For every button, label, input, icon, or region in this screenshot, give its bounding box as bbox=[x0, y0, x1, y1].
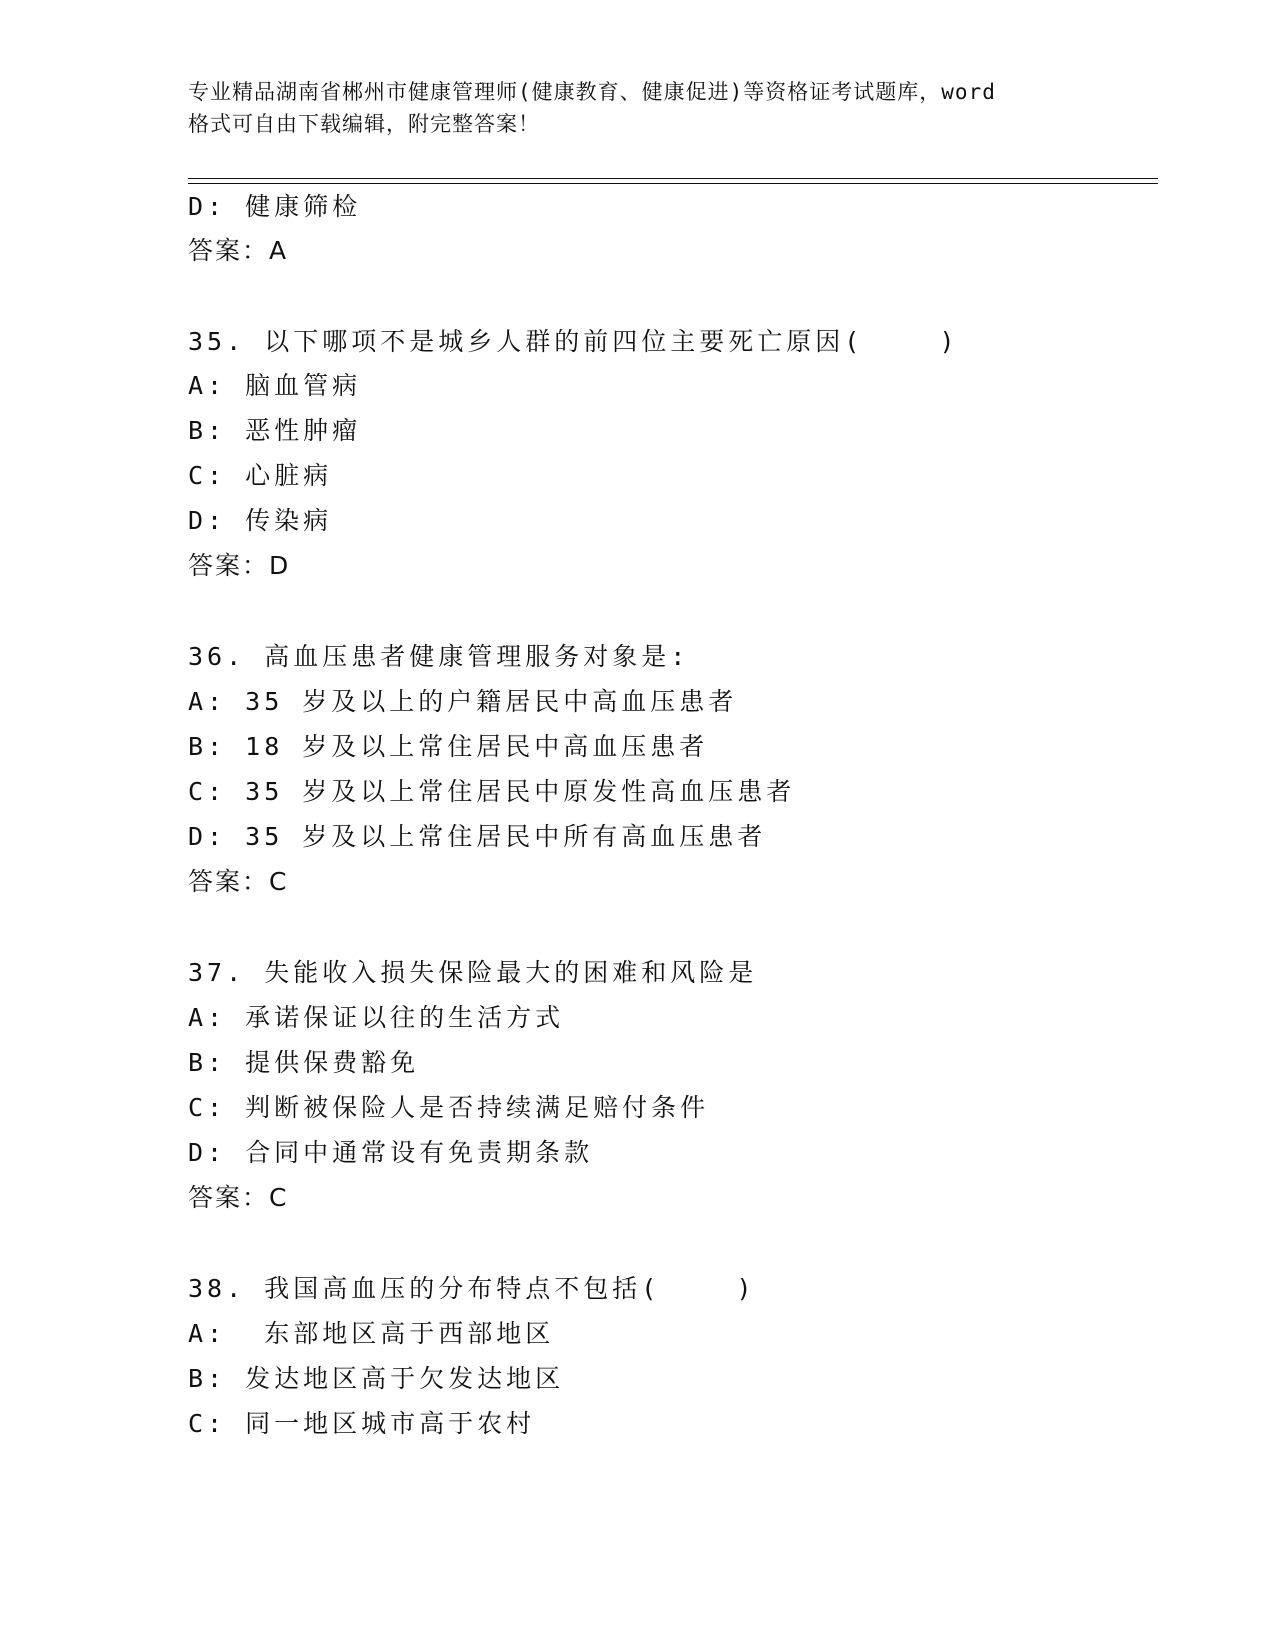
question-38-option-c: C: 同一地区城市高于农村 bbox=[188, 1409, 536, 1438]
question-37-answer: 答案：C bbox=[188, 1183, 289, 1212]
page-header bbox=[188, 76, 1088, 140]
question-37-option-a: A: 承诺保证以往的生活方式 bbox=[188, 1003, 565, 1032]
question-38-stem: 38. 我国高血压的分布特点不包括( ) bbox=[188, 1274, 756, 1303]
question-37-stem: 37. 失能收入损失保险最大的困难和风险是 bbox=[188, 958, 758, 987]
question-37-option-d: D: 合同中通常设有免责期条款 bbox=[188, 1138, 594, 1167]
question-38-option-b: B: 发达地区高于欠发达地区 bbox=[188, 1364, 565, 1393]
prev-option-d: D: 健康筛检 bbox=[188, 192, 362, 221]
header-line-1: 专业精品湖南省郴州市健康管理师(健康教育、健康促进)等资格证考试题库，word bbox=[188, 80, 996, 104]
question-37-option-c: C: 判断被保险人是否持续满足赔付条件 bbox=[188, 1093, 710, 1122]
question-36-answer: 答案：C bbox=[188, 867, 289, 896]
header-rule-bottom bbox=[188, 183, 1158, 184]
question-36-option-a: A: 35 岁及以上的户籍居民中高血压患者 bbox=[188, 687, 738, 716]
question-35-option-b: B: 恶性肿瘤 bbox=[188, 416, 362, 445]
header-rule-top bbox=[188, 178, 1158, 179]
header-line-2: 格式可自由下载编辑，附完整答案！ bbox=[188, 112, 540, 136]
question-35-option-a: A: 脑血管病 bbox=[188, 371, 362, 400]
question-35-option-c: C: 心脏病 bbox=[188, 461, 333, 490]
question-35-option-d: D: 传染病 bbox=[188, 506, 333, 535]
question-36-option-c: C: 35 岁及以上常住居民中原发性高血压患者 bbox=[188, 777, 796, 806]
question-36-stem: 36. 高血压患者健康管理服务对象是: bbox=[188, 642, 690, 671]
question-35-answer: 答案：D bbox=[188, 551, 291, 580]
question-35-stem: 35. 以下哪项不是城乡人群的前四位主要死亡原因( ) bbox=[188, 327, 959, 356]
question-36-option-d: D: 35 岁及以上常住居民中所有高血压患者 bbox=[188, 822, 767, 851]
question-36-option-b: B: 18 岁及以上常住居民中高血压患者 bbox=[188, 732, 709, 761]
prev-answer: 答案：A bbox=[188, 236, 289, 265]
question-38-option-a: A: 东部地区高于西部地区 bbox=[188, 1319, 555, 1348]
question-37-option-b: B: 提供保费豁免 bbox=[188, 1048, 420, 1077]
